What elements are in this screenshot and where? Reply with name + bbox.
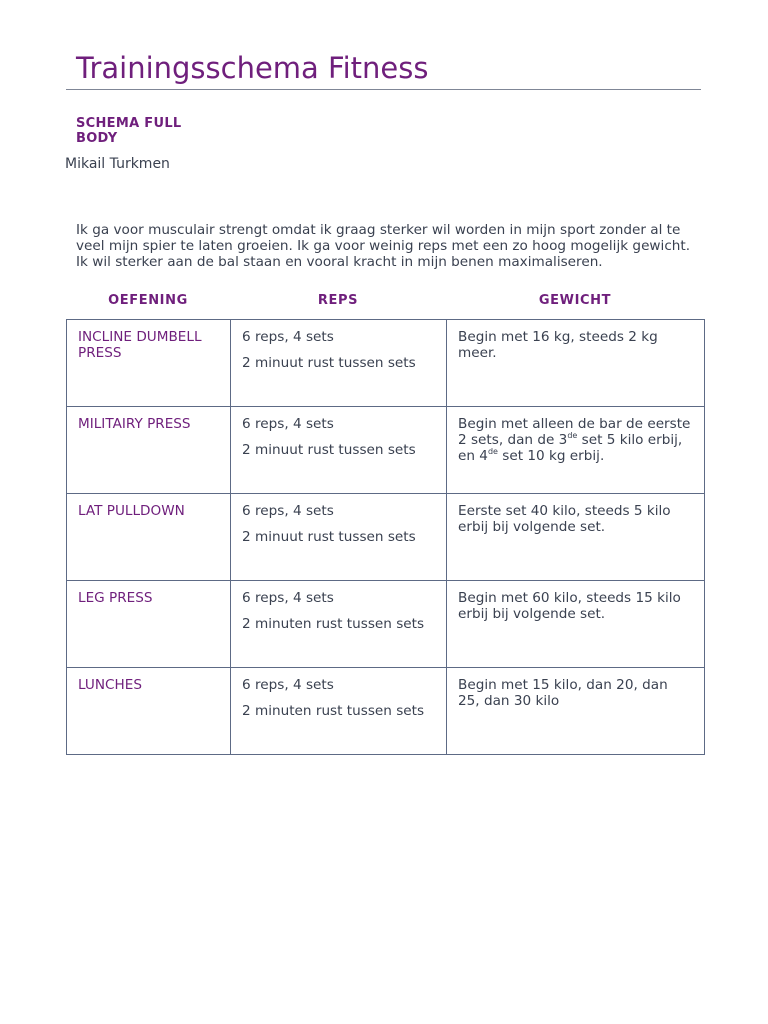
weight-text: set 10 kg erbij.	[497, 448, 605, 464]
column-header-reps: REPS	[317, 293, 359, 308]
table-row	[67, 668, 705, 755]
rest-time: 2 minuten rust tussen sets	[242, 616, 425, 632]
table-row	[67, 494, 705, 581]
weight-cell	[447, 407, 705, 494]
schema-subtitle: SCHEMA FULL BODY	[76, 116, 182, 146]
reps-sets: 6 reps, 4 sets	[242, 503, 334, 519]
author-name: Mikail Turkmen	[65, 156, 170, 172]
weight-cell: Begin met 16 kg, steeds 2 kg meer.	[447, 320, 705, 407]
reps-cell	[231, 320, 447, 407]
reps-sets: 6 reps, 4 sets	[242, 416, 334, 432]
column-header-gewicht: GEWICHT	[538, 293, 612, 308]
table-row	[67, 320, 705, 407]
exercise-cell: LEG PRESS	[67, 581, 231, 668]
reps-cell	[231, 407, 447, 494]
exercise-cell: INCLINE DUMBELL PRESS	[67, 320, 231, 407]
rest-time: 2 minuut rust tussen sets	[242, 442, 416, 458]
training-table	[66, 319, 705, 755]
reps-sets: 6 reps, 4 sets	[242, 329, 334, 345]
table-row	[67, 407, 705, 494]
intro-paragraph: Ik ga voor musculair strengt omdat ik graag sterker wil worden in mijn sport zonder al te veel mijn spier te laten groeien. Ik ga voor weinig reps met een zo hoog mogelijk gewicht. Ik wil sterker aan de bal staan en vooral kracht in mijn benen maximaliseren.	[76, 222, 691, 270]
reps-cell	[231, 494, 447, 581]
exercise-cell: LUNCHES	[67, 668, 231, 755]
ordinal-suffix: de	[487, 447, 498, 456]
rest-time: 2 minuut rust tussen sets	[242, 355, 416, 371]
weight-cell: Eerste set 40 kilo, steeds 5 kilo erbij bij volgende set.	[447, 494, 705, 581]
reps-cell	[231, 668, 447, 755]
title-divider	[66, 89, 701, 90]
exercise-cell: MILITAIRY PRESS	[67, 407, 231, 494]
reps-sets: 6 reps, 4 sets	[242, 677, 334, 693]
weight-cell: Begin met 15 kilo, dan 20, dan 25, dan 30 kilo	[447, 668, 705, 755]
reps-cell	[231, 581, 447, 668]
column-header-oefening: OEFENING	[108, 293, 188, 308]
page-title: Trainingsschema Fitness	[76, 51, 429, 85]
weight-text: set 5 kilo erbij, en 4	[458, 432, 683, 464]
weight-cell: Begin met 60 kilo, steeds 15 kilo erbij bij volgende set.	[447, 581, 705, 668]
rest-time: 2 minuten rust tussen sets	[242, 703, 425, 719]
ordinal-suffix: de	[567, 431, 578, 440]
weight-text: Begin met alleen de bar de eerste 2 sets, dan de 3	[458, 416, 691, 448]
exercise-cell: LAT PULLDOWN	[67, 494, 231, 581]
rest-time: 2 minuut rust tussen sets	[242, 529, 416, 545]
reps-sets: 6 reps, 4 sets	[242, 590, 334, 606]
table-row	[67, 581, 705, 668]
